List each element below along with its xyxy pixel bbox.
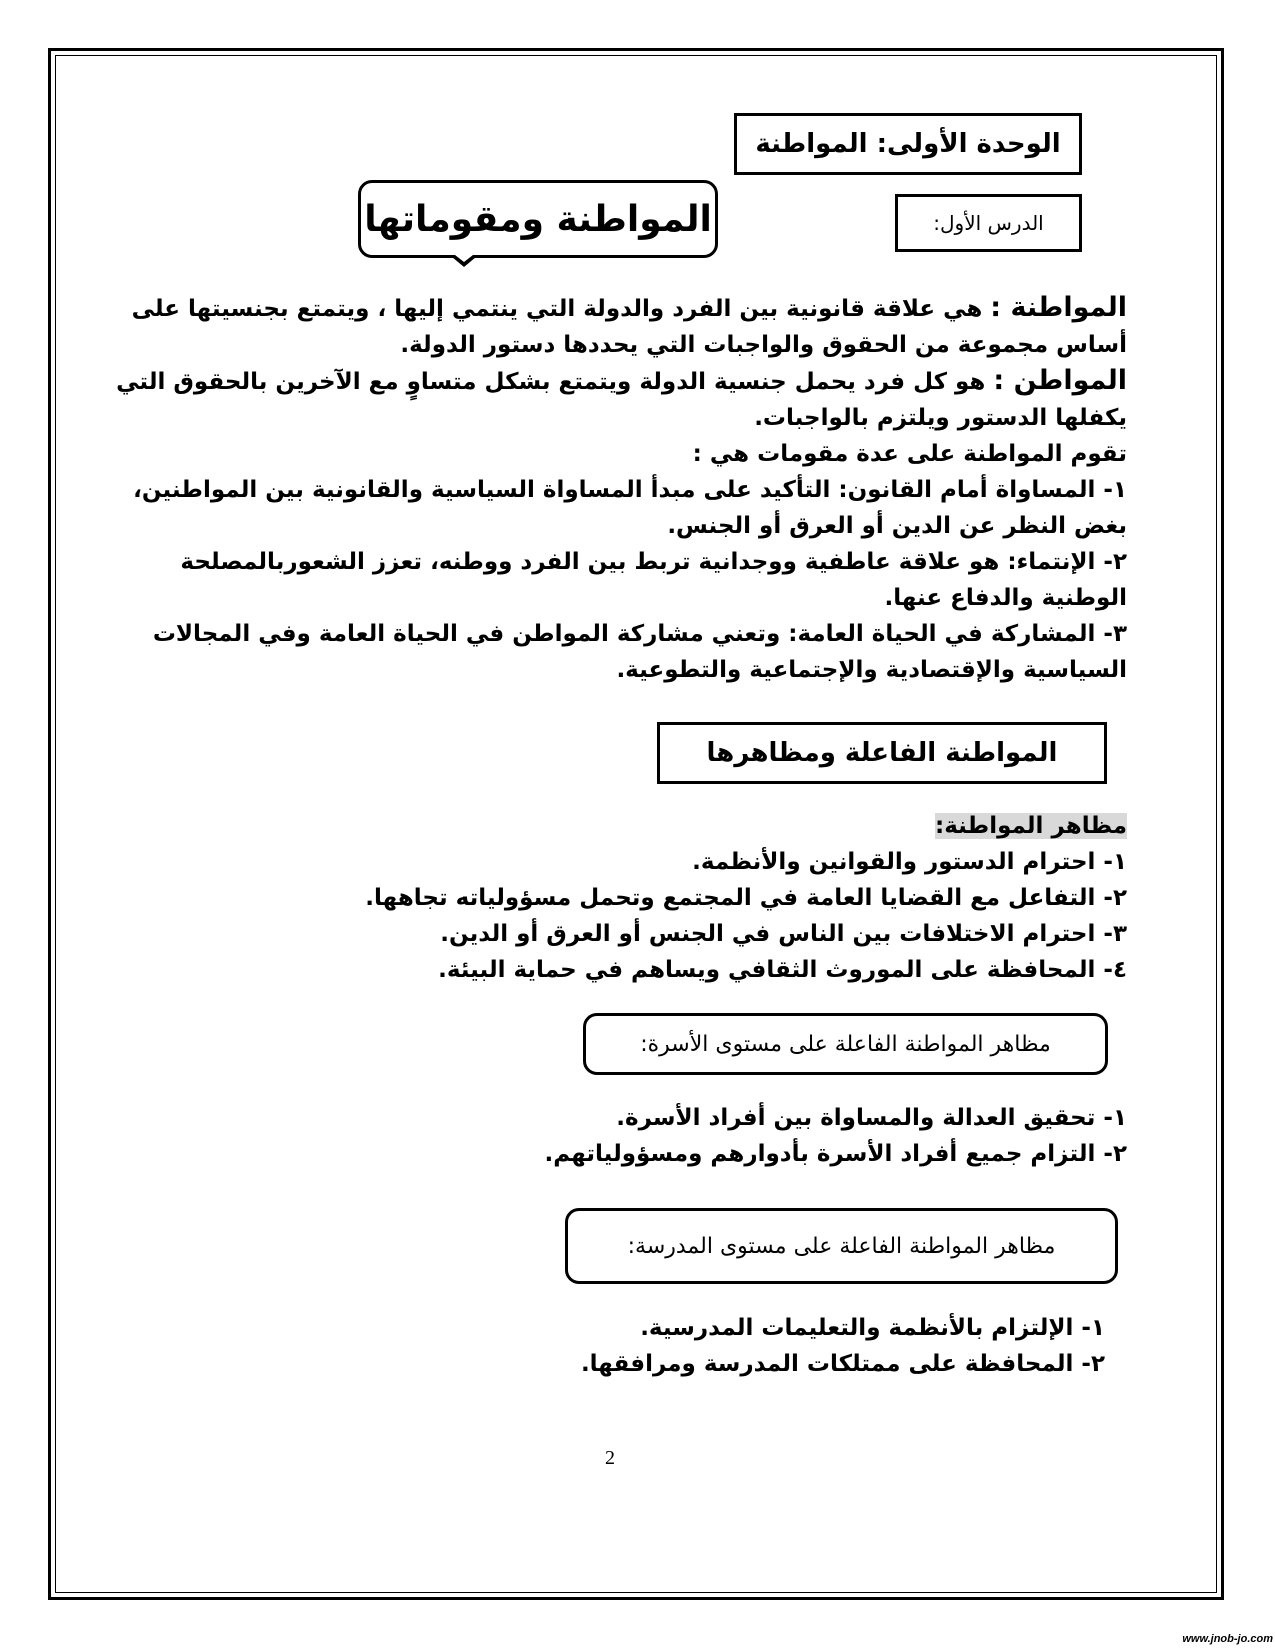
definitions-block [110,290,1127,688]
manifestation-item: ١- احترام الدستور والقوانين والأنظمة. [692,849,1127,875]
school-list [400,1310,1105,1382]
manifestation-item: ٢- التفاعل مع القضايا العامة في المجتمع وتحمل مسؤولياته تجاهها. [365,885,1127,911]
callout-pointer-inner [455,255,473,262]
family-title-box [583,1013,1108,1075]
active-citizenship-title: المواطنة الفاعلة ومظاهرها [706,738,1058,768]
family-item: ١- تحقيق العدالة والمساواة بين أفراد الأسرة. [616,1105,1127,1131]
family-title: مظاهر المواطنة الفاعلة على مستوى الأسرة: [640,1031,1051,1057]
component-item: ٢- الإنتماء: هو علاقة عاطفية ووجدانية تربط بين الفرد ووطنه، تعزز الشعوربالمصلحة الوطنية والدفاع عنها. [180,549,1127,611]
family-list [400,1100,1127,1172]
active-citizenship-box [657,722,1107,784]
family-item: ٢- التزام جميع أفراد الأسرة بأدوارهم ومسؤولياتهم. [544,1141,1127,1167]
definition-citizenship-text: هي علاقة قانونية بين الفرد والدولة التي ينتمي إليها ، ويتمتع بجنسيتها على أساس مجموعة من الحقوق والواجبات التي يحددها دستور الدولة. [131,296,1127,358]
manifestation-item: ٣- احترام الاختلافات بين الناس في الجنس أو العرق أو الدين. [440,921,1127,947]
definition-citizen-text: هو كل فرد يحمل جنسية الدولة ويتمتع بشكل متساوٍ مع الآخرين بالحقوق التي يكفلها الدستور ويلتزم بالواجبات. [116,369,1127,431]
lesson-label: الدرس الأول: [933,211,1044,235]
manifestations-block [300,808,1127,988]
school-title: مظاهر المواطنة الفاعلة على مستوى المدرسة: [627,1233,1056,1259]
manifestation-item: ٤- المحافظة على الموروث الثقافي ويساهم في حماية البيئة. [438,957,1127,983]
definition-citizenship [110,290,1127,363]
component-item: ٣- المشاركة في الحياة العامة: وتعني مشاركة المواطن في الحياة العامة وفي المجالات السياسية والإقتصادية والإجتماعية والتطوعية. [152,621,1127,683]
school-title-box [565,1208,1118,1284]
unit-title-box [734,113,1082,175]
lesson-title-box [358,180,718,258]
term-citizenship: المواطنة : [990,292,1127,323]
footer-url: www.jnob-jo.com [1182,1633,1273,1645]
term-citizen: المواطن : [993,365,1127,396]
definition-citizen [110,363,1127,436]
unit-title: الوحدة الأولى: المواطنة [755,129,1061,159]
lesson-title: المواطنة ومقوماتها [364,198,712,240]
component-item: ١- المساواة أمام القانون: التأكيد على مبدأ المساواة السياسية والقانونية بين المواطنين، بغض النظر عن الدين أو العرق أو الجنس. [133,477,1127,539]
manifestations-heading: مظاهر المواطنة: [935,813,1127,839]
components-intro: تقوم المواطنة على عدة مقومات هي : [692,441,1127,467]
page-number: 2 [605,1447,615,1469]
school-item: ١- الإلتزام بالأنظمة والتعليمات المدرسية. [640,1315,1105,1341]
school-item: ٢- المحافظة على ممتلكات المدرسة ومرافقها. [580,1351,1105,1377]
lesson-label-box [895,194,1082,252]
